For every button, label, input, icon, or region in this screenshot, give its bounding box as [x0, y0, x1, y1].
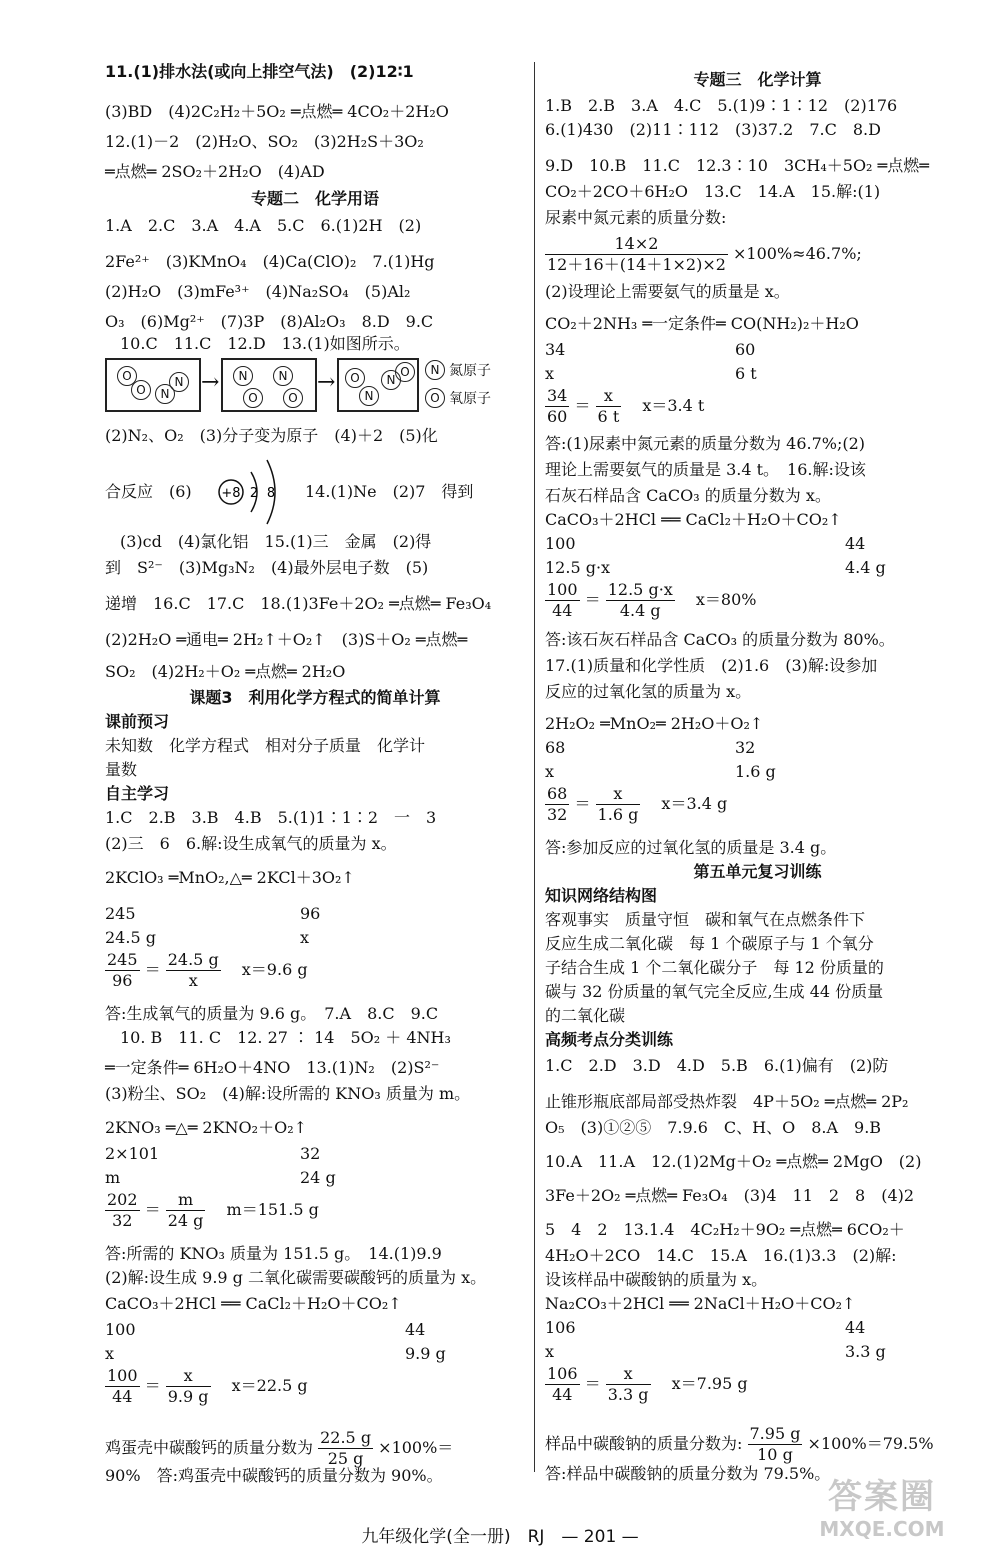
- section-heading: 专题二 化学用语: [250, 189, 379, 208]
- denominator: 9.9 g: [167, 1387, 209, 1406]
- text-line: (2)H₂O (3)mFe³⁺ (4)Na₂SO₄ (5)Al₂: [105, 282, 411, 301]
- text-line: 17.(1)质量和化学性质 (2)1.6 (3)解:设参加: [545, 656, 878, 675]
- mass-value: 34: [545, 340, 566, 359]
- mass-value: 1.6 g: [735, 762, 776, 781]
- electron-count: 8: [266, 486, 276, 501]
- text-line: 答:所需的 KNO₃ 质量为 151.5 g。 14.(1)9.9: [105, 1244, 442, 1263]
- mass-value: m: [105, 1168, 121, 1187]
- equation: CaCO₃＋2HCl ══ CaCl₂＋H₂O＋CO₂↑: [105, 1294, 402, 1313]
- proportion: $\frac{106}{44}$ ＝ $\frac{x}{3.3 g}$ x＝7.95 g: [547, 1364, 748, 1404]
- numerator: 100: [107, 1366, 138, 1385]
- fraction: [166, 950, 221, 991]
- oxygen-atom-legend-icon: O: [425, 388, 445, 408]
- fraction: [545, 784, 569, 825]
- denominator: 96: [112, 971, 133, 990]
- nitrogen-atom: N: [155, 384, 175, 404]
- nitrogen-atom: N: [273, 366, 293, 386]
- watermark-logo: [782, 1477, 982, 1547]
- text-line: O₃ (6)Mg²⁺ (7)3P (8)Al₂O₃ 8.D 9.C: [105, 312, 434, 331]
- numerator: x: [596, 386, 622, 407]
- section-heading: 专题三 化学计算: [693, 70, 822, 89]
- nitrogen-atom: N: [359, 386, 379, 406]
- page-footer: 九年级化学(全一册) RJ — 201 —: [361, 1527, 639, 1547]
- subheading: 知识网络结构图: [545, 886, 658, 905]
- text-line: (2)解:设生成 9.9 g 二氧化碳需要碳酸钙的质量为 x。: [105, 1268, 487, 1287]
- fraction: [545, 234, 728, 275]
- nitrogen-atom-legend-icon: N: [425, 360, 445, 380]
- equation: 2KNO₃ ═△═ 2KNO₂＋O₂↑: [105, 1118, 308, 1137]
- mass-value: x: [105, 1344, 115, 1363]
- denominator: 60: [547, 407, 568, 426]
- mass-value: 100: [545, 534, 576, 553]
- text-line: 12.(1)－2 (2)H₂O、SO₂ (3)2H₂S＋3O₂: [105, 132, 424, 151]
- mass-value: 4.4 g: [845, 558, 886, 577]
- text-line: 5 4 2 13.1.4 4C₂H₂＋9O₂ ═点燃═ 6CO₂＋: [545, 1220, 905, 1239]
- equation: 2KClO₃ ═MnO₂,△═ 2KCl＋3O₂↑: [105, 868, 355, 887]
- mass-value: 32: [300, 1144, 321, 1163]
- mass-value: 44: [405, 1320, 426, 1339]
- arrow-icon: →: [317, 370, 336, 395]
- result: x＝22.5 g: [231, 1376, 308, 1395]
- text-line: (2)三 6 6.解:设生成氧气的质量为 x。: [105, 834, 397, 853]
- text-line: SO₂ (4)2H₂＋O₂ ═点燃═ 2H₂O: [105, 662, 346, 681]
- text-line: 尿素中氮元素的质量分数:: [545, 208, 727, 227]
- numerator: 202: [107, 1190, 138, 1209]
- fraction: [545, 1364, 580, 1405]
- text-line: 子结合生成 1 个二氧化碳分子 每 12 份质量的: [545, 958, 884, 977]
- text-line: 1.B 2.B 3.A 4.C 5.(1)9∶1∶12 (2)176: [545, 96, 898, 115]
- text-line: 答:样品中碳酸钠的质量分数为 79.5%。: [545, 1464, 831, 1483]
- numerator: x: [606, 1364, 651, 1385]
- text-line: (3)cd (4)氯化铝 15.(1)三 金属 (2)得: [120, 532, 432, 551]
- mass-value: 96: [300, 904, 321, 923]
- watermark-text: 答案圈: [828, 1477, 936, 1517]
- fraction: [318, 1428, 373, 1469]
- mass-value: 68: [545, 738, 566, 757]
- text-line: 14.(1)Ne (2)7 得到: [305, 482, 474, 501]
- mass-value: x: [545, 1342, 555, 1361]
- oxygen-atom: O: [243, 388, 263, 408]
- text-line: 答:参加反应的过氧化氢的质量是 3.4 g。: [545, 838, 837, 857]
- numerator: 34: [547, 386, 568, 405]
- denominator: 6 t: [597, 407, 620, 426]
- proportion: $\frac{100}{44}$ ＝ $\frac{12.5 g\cdot x}{4.4 g}$ x＝80%: [547, 580, 757, 620]
- equation: CaCO₃＋2HCl ══ CaCl₂＋H₂O＋CO₂↑: [545, 510, 842, 529]
- text-line: 90% 答:鸡蛋壳中碳酸钙的质量分数为 90%。: [105, 1466, 443, 1485]
- text-line: 递增 16.C 17.C 18.(1)3Fe＋2O₂ ═点燃═ Fe₃O₄: [105, 594, 492, 613]
- fraction: [166, 1190, 206, 1231]
- numerator: 14×2: [545, 234, 728, 255]
- numerator: 245: [107, 950, 138, 969]
- text-line: 答:该石灰石样品含 CaCO₃ 的质量分数为 80%。: [545, 630, 895, 649]
- denominator: x: [188, 971, 198, 990]
- fraction: [606, 580, 675, 621]
- text-line: O₅ (3)①②⑤ 7.9.6 C、H、O 8.A 9.B: [545, 1118, 882, 1137]
- diagram-box-after: [337, 358, 419, 412]
- legend-label: 氧原子: [449, 391, 491, 407]
- nitrogen-atom: N: [381, 370, 401, 390]
- text-line: 碳与 32 份质量的氧气完全反应,生成 44 份质量: [545, 982, 884, 1001]
- text-line: 10. B 11. C 12. 27 ∶ 14 5O₂ ＋ 4NH₃: [120, 1028, 451, 1047]
- text-fragment: ×100%≈46.7%;: [733, 244, 862, 263]
- denominator: 3.3 g: [607, 1385, 649, 1404]
- mass-value: 44: [845, 1318, 866, 1337]
- text-line: 1.C 2.B 3.B 4.B 5.(1)1∶1∶2 一 3: [105, 808, 437, 827]
- denominator: 44: [112, 1387, 133, 1406]
- column-divider: [534, 62, 535, 1472]
- fraction: [166, 1366, 211, 1407]
- text-fragment: 样品中碳酸钠的质量分数为:: [545, 1434, 743, 1453]
- fraction: [596, 784, 641, 825]
- fraction: [545, 580, 580, 621]
- numerator: 12.5 g·x: [607, 580, 673, 599]
- section-heading: 课题3 利用化学方程式的简单计算: [189, 688, 441, 707]
- text-line: 3Fe＋2O₂ ═点燃═ Fe₃O₄ (3)4 11 2 8 (4)2: [545, 1186, 915, 1205]
- subheading: 高频考点分类训练: [545, 1030, 674, 1049]
- equation: 2H₂O₂ ═MnO₂═ 2H₂O＋O₂↑: [545, 714, 764, 733]
- text-fragment: ×100%＝79.5%: [807, 1434, 934, 1453]
- text-line: 理论上需要氨气的质量是 3.4 t。 16.解:设该: [545, 460, 866, 479]
- fraction: [606, 1364, 651, 1405]
- equation: Na₂CO₃＋2HCl ══ 2NaCl＋H₂O＋CO₂↑: [545, 1294, 856, 1313]
- numerator: x: [596, 784, 641, 805]
- text-line: 止锥形瓶底部局部受热炸裂 4P＋5O₂ ═点燃═ 2P₂: [545, 1092, 909, 1111]
- text-line: 的二氧化碳: [545, 1006, 626, 1025]
- mass-value: 6 t: [735, 364, 757, 383]
- mass-value: 44: [845, 534, 866, 553]
- mass-value: 100: [105, 1320, 136, 1339]
- mass-value: 32: [735, 738, 756, 757]
- oxygen-atom: O: [131, 380, 151, 400]
- watermark-url: MXQE.COM: [819, 1517, 945, 1541]
- text-line: 石灰石样品含 CaCO₃ 的质量分数为 x。: [545, 486, 831, 505]
- fraction: [105, 1190, 140, 1231]
- numerator: 22.5 g: [320, 1428, 372, 1447]
- mass-value: 24.5 g: [105, 928, 156, 947]
- oxygen-atom: O: [395, 362, 415, 382]
- text-line: 反应生成二氧化碳 每 1 个碳原子与 1 个氧分: [545, 934, 874, 953]
- numerator: 68: [547, 784, 568, 803]
- denominator: 4.4 g: [619, 601, 661, 620]
- numerator: m: [166, 1190, 206, 1211]
- denominator: 12＋16＋(14＋1×2)×2: [547, 255, 726, 274]
- text-line: CO₂＋2CO＋6H₂O 13.C 14.A 15.解:(1): [545, 182, 881, 201]
- proportion: $\frac{202}{32}$ ＝ $\frac{m}{24 g}$ m＝151.5 g: [107, 1190, 319, 1230]
- text-line: (2)2H₂O ═通电═ 2H₂↑＋O₂↑ (3)S＋O₂ ═点燃═: [105, 630, 468, 649]
- text-line: 2Fe²⁺ (3)KMnO₄ (4)Ca(ClO)₂ 7.(1)Hg: [105, 252, 435, 271]
- proportion: $\frac{68}{32}$ ＝ $\frac{x}{1.6 g}$ x＝3.4 g: [547, 784, 728, 824]
- atom-structure-diagram: [217, 452, 287, 532]
- diagram-box-middle: [221, 358, 317, 412]
- denominator: 10 g: [757, 1445, 793, 1464]
- result: x＝7.95 g: [671, 1374, 748, 1393]
- text-line: 未知数 化学方程式 相对分子质量 化学计: [105, 736, 426, 755]
- mass-value: 60: [735, 340, 756, 359]
- text-line: 9.D 10.B 11.C 12.3∶10 3CH₄＋5O₂ ═点燃═: [545, 156, 929, 175]
- denominator: 1.6 g: [597, 805, 639, 824]
- text-line: 11.(1)排水法(或向上排空气法) (2)12∶1: [105, 62, 414, 81]
- fraction: [105, 1366, 140, 1407]
- electron-count: 2: [249, 486, 259, 501]
- section-heading: 第五单元复习训练: [693, 862, 822, 881]
- text-line: [105, 1428, 453, 1469]
- mass-value: x: [545, 364, 555, 383]
- text-line: 1.C 2.D 3.D 4.D 5.B 6.(1)偏有 (2)防: [545, 1056, 889, 1075]
- equation: CO₂＋2NH₃ ═一定条件═ CO(NH₂)₂＋H₂O: [545, 314, 859, 333]
- proportion: $\frac{34}{60}$ ＝ $\frac{x}{6 t}$ x＝3.4 t: [547, 386, 705, 426]
- mass-value: 245: [105, 904, 136, 923]
- numerator: x: [166, 1366, 211, 1387]
- oxygen-atom: O: [117, 366, 137, 386]
- text-line: 答:生成氧气的质量为 9.6 g。 7.A 8.C 9.C: [105, 1004, 439, 1023]
- denominator: 32: [547, 805, 568, 824]
- fraction: [748, 1424, 803, 1465]
- legend-label: 氮原子: [449, 363, 491, 379]
- numerator: 7.95 g: [749, 1424, 801, 1443]
- text-line: 4H₂O＋2CO 14.C 15.A 16.(1)3.3 (2)解:: [545, 1246, 897, 1265]
- numerator: 106: [547, 1364, 578, 1383]
- result: x＝3.4 t: [642, 396, 705, 415]
- result: m＝151.5 g: [226, 1200, 319, 1219]
- text-line: 10.C 11.C 12.D 13.(1)如图所示。: [120, 334, 410, 353]
- text-line: [545, 1424, 934, 1465]
- text-fragment: 鸡蛋壳中碳酸钙的质量分数为: [105, 1438, 314, 1457]
- oxygen-atom: O: [345, 368, 365, 388]
- fraction: [105, 950, 140, 991]
- denominator: 44: [552, 1385, 573, 1404]
- text-line: 反应的过氧化氢的质量为 x。: [545, 682, 752, 701]
- oxygen-atom: O: [283, 388, 303, 408]
- numerator: 100: [547, 580, 578, 599]
- text-line: 答:(1)尿素中氮元素的质量分数为 46.7%;(2): [545, 434, 866, 453]
- text-line: 到 S²⁻ (3)Mg₃N₂ (4)最外层电子数 (5): [105, 558, 429, 577]
- result: x＝9.6 g: [241, 960, 308, 979]
- nucleus-charge: +8: [221, 486, 241, 501]
- text-line: ═一定条件═ 6H₂O＋4NO 13.(1)N₂ (2)S²⁻: [105, 1058, 440, 1077]
- fraction: [545, 386, 569, 427]
- subheading: 课前预习: [105, 712, 170, 731]
- text-line: 6.(1)430 (2)11∶112 (3)37.2 7.C 8.D: [545, 120, 881, 139]
- numerator: 24.5 g: [167, 950, 219, 969]
- mass-value: x: [300, 928, 310, 947]
- mass-value: 3.3 g: [845, 1342, 886, 1361]
- subheading: 自主学习: [105, 784, 170, 803]
- mass-value: 9.9 g: [405, 1344, 446, 1363]
- molecule-diagram: [105, 358, 525, 420]
- arrow-icon: →: [201, 370, 220, 395]
- mass-value: 2×101: [105, 1144, 160, 1163]
- proportion: [545, 234, 862, 275]
- text-line: ═点燃═ 2SO₂＋2H₂O (4)AD: [105, 162, 325, 181]
- mass-value: 12.5 g·x: [545, 558, 611, 577]
- text-line: 1.A 2.C 3.A 4.A 5.C 6.(1)2H (2): [105, 216, 422, 235]
- denominator: 32: [112, 1211, 133, 1230]
- text-line: (2)N₂、O₂ (3)分子变为原子 (4)＋2 (5)化: [105, 426, 438, 445]
- mass-value: 106: [545, 1318, 576, 1337]
- text-line: (3)BD (4)2C₂H₂＋5O₂ ═点燃═ 4CO₂＋2H₂O: [105, 102, 449, 121]
- proportion: $\frac{100}{44}$ ＝ $\frac{x}{9.9 g}$ x＝22.5 g: [107, 1366, 308, 1406]
- proportion: $\frac{245}{96}$ ＝ $\frac{24.5 g}{x}$ x＝9.6 g: [107, 950, 308, 990]
- text-fragment: ×100%＝: [378, 1438, 454, 1457]
- nitrogen-atom: N: [233, 366, 253, 386]
- text-line: 量数: [105, 760, 138, 779]
- text-line: 10.A 11.A 12.(1)2Mg＋O₂ ═点燃═ 2MgO (2): [545, 1152, 922, 1171]
- text-line: 客观事实 质量守恒 碳和氧气在点燃条件下: [545, 910, 866, 929]
- text-line: 设该样品中碳酸钠的质量为 x。: [545, 1270, 768, 1289]
- denominator: 44: [552, 601, 573, 620]
- diagram-box-before: [105, 358, 201, 412]
- denominator: 25 g: [327, 1449, 364, 1468]
- fraction: [596, 386, 622, 427]
- mass-value: x: [545, 762, 555, 781]
- result: x＝80%: [695, 590, 757, 609]
- denominator: 24 g: [167, 1211, 204, 1230]
- mass-value: 24 g: [300, 1168, 336, 1187]
- text-line: (3)粉尘、SO₂ (4)解:设所需的 KNO₃ 质量为 m。: [105, 1084, 471, 1103]
- text-line: 合反应 (6): [105, 482, 192, 501]
- result: x＝3.4 g: [661, 794, 728, 813]
- text-line: (2)设理论上需要氨气的质量是 x。: [545, 282, 790, 301]
- nitrogen-atom: N: [169, 372, 189, 392]
